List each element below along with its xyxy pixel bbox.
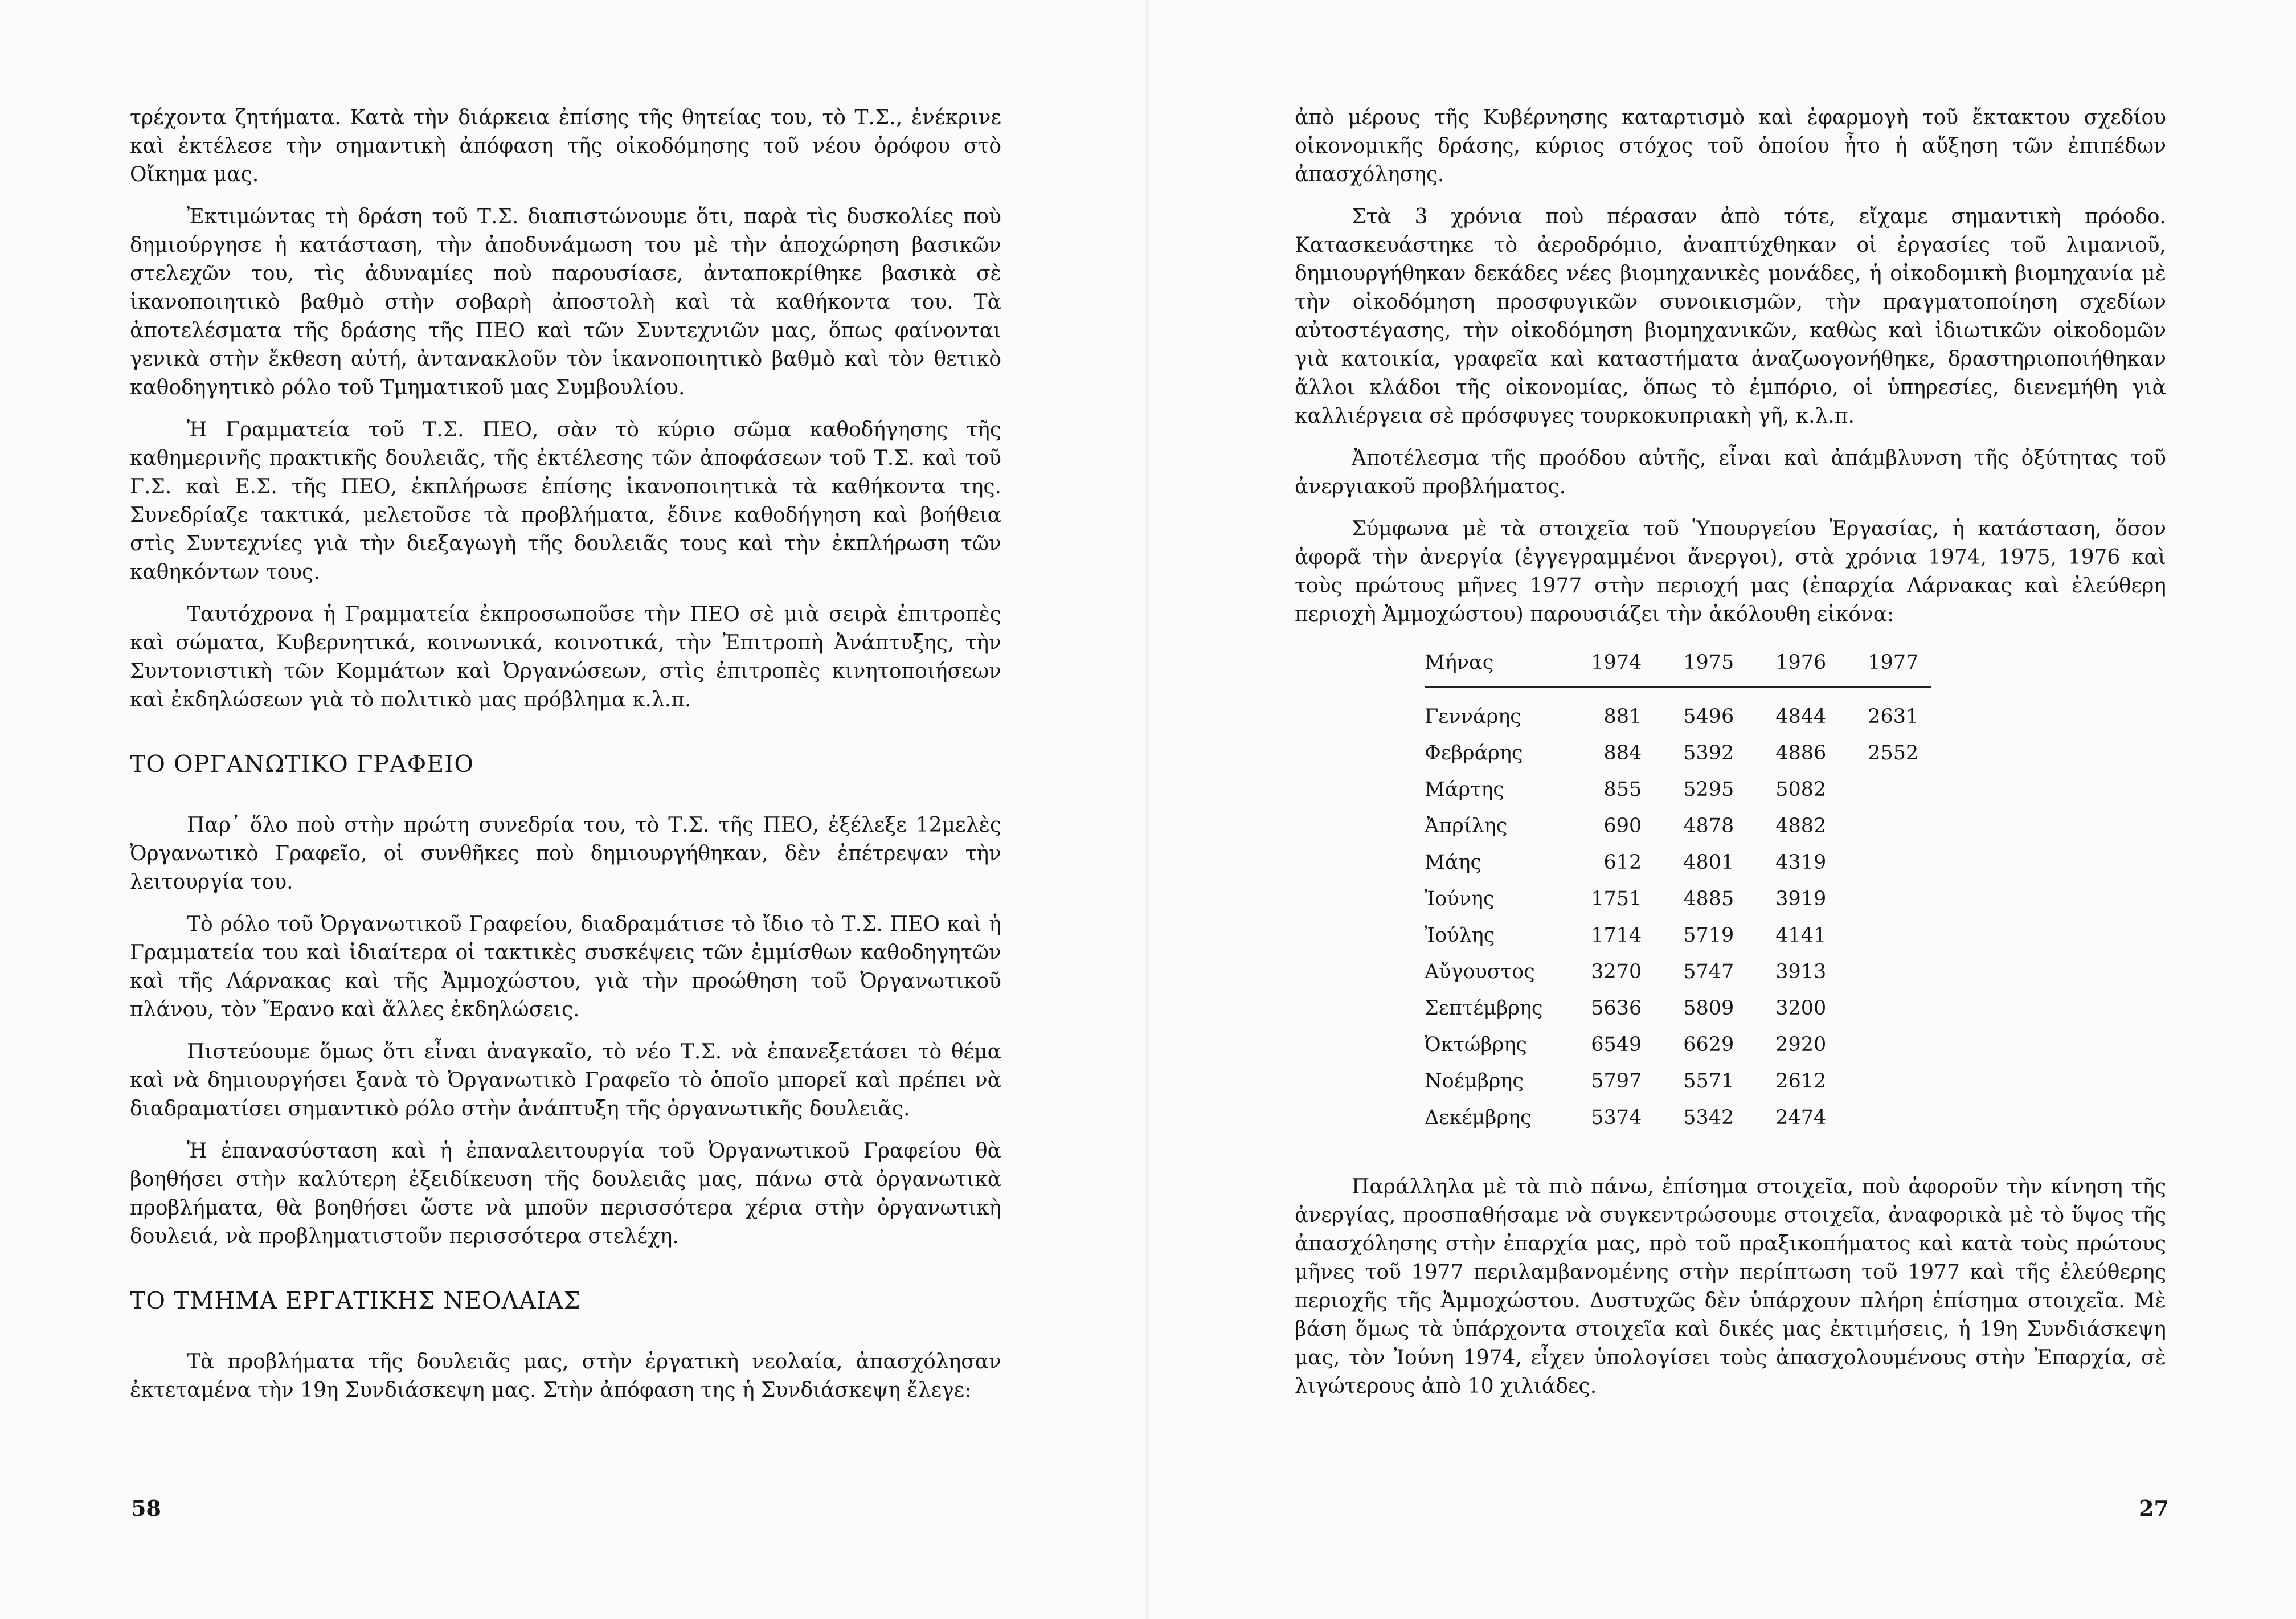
value-cell (1839, 808, 1931, 845)
unemployment-table (1425, 643, 1931, 1136)
value-cell: 4141 (1775, 924, 1827, 947)
paragraph: Παράλληλα μὲ τὰ πιὸ πάνω, ἐπίσημα στοιχεῖα, ποὺ ἀφοροῦν τὴν κίνηση τῆς ἀνεργίας, προσπαθήσαμε νὰ συγκεντρώσουμε στοιχεῖα, ἀναφορικὰ μὲ τὸ ὕψος τῆς ἀπασχόλησης στὴν ἐπαρχία μας, πρὸ τοῦ πραξικοπήματος καὶ κατὰ τοὺς πρώτους μῆνες τοῦ 1977 περιλαμβανομένης στὴν περίπτωση τοῦ 1977 καὶ τῆς ἐλεύθερης περιοχῆς τῆς Ἀμμοχώστου. Δυστυχῶς δὲν ὑπάρχουν πλήρη ἐπίσημα στοιχεῖα. Μὲ βάση ὅμως τὰ ὑπάρχοντα στοιχεῖα καὶ δικές μας ἐκτιμήσεις, ἡ 19η Συνδιάσκεψη μας, τὸν Ἰούνη 1974, εἶχεν ὑπολογίσει τοὺς ἀπασχολουμένους στὴν Ἐπαρχία, σὲ λιγώτερους ἀπὸ 10 χιλιάδες. (1295, 1175, 2166, 1398)
month-cell: Μάης (1425, 851, 1482, 874)
paragraph: τρέχοντα ζητήματα. Κατὰ τὴν διάρκεια ἐπίσης τῆς θητείας του, τὸ Τ.Σ., ἐνέκρινε καὶ ἐκτέλεσε τὴν σημαντικὴ ἀπόφαση τῆς οἰκοδόμησης τοῦ νέου ὀρόφου στὸ Οἴκημα μας. (130, 106, 1001, 186)
value-cell: 5797 (1591, 1070, 1642, 1093)
month-cell: Ἰούλης (1425, 924, 1495, 947)
value-cell: 4882 (1775, 815, 1827, 837)
value-cell: 6629 (1683, 1033, 1734, 1056)
value-cell: 5636 (1591, 997, 1642, 1020)
page-number: 58 (131, 1495, 161, 1521)
value-cell: 5809 (1683, 997, 1734, 1020)
value-cell: 2631 (1868, 705, 1919, 728)
table-row (1425, 687, 1931, 736)
month-cell: Ἰούνης (1425, 888, 1495, 910)
table-row (1425, 845, 1931, 881)
table-header-row (1425, 643, 1931, 687)
column-header: 1975 (1654, 643, 1746, 687)
column-header: 1974 (1562, 643, 1654, 687)
value-cell: 612 (1603, 851, 1642, 874)
paragraph: ἀπὸ μέρους τῆς Κυβέρνησης καταρτισμὸ καὶ ἐφαρμογὴ τοῦ ἔκτακτου σχεδίου οἰκονομικῆς δράσης, κύριος στόχος τοῦ ὁποίου ἦτο ἡ αὔξηση τῶν ἐπιπέδων ἀπασχόλησης. (1295, 106, 2166, 186)
table-row (1425, 954, 1931, 991)
value-cell (1839, 1100, 1931, 1136)
value-cell: 884 (1603, 742, 1642, 764)
table-row (1425, 1027, 1931, 1064)
month-cell: Αὔγουστος (1425, 960, 1535, 983)
table-row (1425, 918, 1931, 954)
month-cell: Δεκέμβρης (1425, 1106, 1532, 1129)
value-cell (1839, 1027, 1931, 1064)
month-cell: Φεβράρης (1425, 742, 1523, 764)
table-row (1425, 1064, 1931, 1100)
value-cell: 4319 (1775, 851, 1827, 874)
value-cell (1839, 991, 1931, 1027)
value-cell: 5295 (1683, 778, 1734, 801)
value-cell: 2920 (1775, 1033, 1827, 1056)
table-row (1425, 808, 1931, 845)
value-cell (1839, 881, 1931, 918)
value-cell: 5374 (1591, 1106, 1642, 1129)
value-cell: 5719 (1683, 924, 1734, 947)
month-cell: Νοέμβρης (1425, 1070, 1524, 1093)
month-cell: Ὀκτώβρης (1425, 1033, 1527, 1056)
value-cell: 5747 (1683, 960, 1734, 983)
value-cell (1839, 772, 1931, 808)
value-cell: 2552 (1868, 742, 1919, 764)
value-cell: 3913 (1775, 960, 1827, 983)
value-cell: 855 (1603, 778, 1642, 801)
paragraph: Πιστεύουμε ὅμως ὅτι εἶναι ἀναγκαῖο, τὸ νέο Τ.Σ. νὰ ἐπανεξετάσει τὸ θέμα καὶ νὰ δημιουργήσει ξανὰ τὸ Ὀργανωτικὸ Γραφεῖο τὸ ὁποῖο μπορεῖ καὶ πρέπει νὰ διαδραματίσει σημαντικὸ ρόλο στὴν ἀνάπτυξη τῆς ὀργανωτικῆς δουλειᾶς. (130, 1040, 1001, 1121)
value-cell: 3919 (1775, 888, 1827, 910)
value-cell: 4844 (1775, 705, 1827, 728)
table-row (1425, 772, 1931, 808)
value-cell: 5496 (1683, 705, 1734, 728)
value-cell: 1751 (1591, 888, 1642, 910)
paragraph: Ἡ Γραμματεία τοῦ Τ.Σ. ΠΕΟ, σὰν τὸ κύριο σῶμα καθοδήγησης τῆς καθημερινῆς πρακτικῆς δουλειᾶς, τῆς ἐκτέλεσης τῶν ἀποφάσεων τοῦ Τ.Σ. καὶ τοῦ Γ.Σ. καὶ Ε.Σ. τῆς ΠΕΟ, ἐκπλήρωσε ἐπίσης ἱκανοποιητικὰ τὰ καθήκοντα της. Συνεδρίαζε τακτικά, μελετοῦσε τὰ προβλήματα, ἔδινε καθοδήγηση καὶ βοήθεια στὶς Συντεχνίες γιὰ τὴν διεξαγωγὴ τῆς δουλειᾶς τους καὶ τὴν ἐκπλήρωση τῶν καθηκόντων τους. (130, 418, 1001, 584)
column-header: 1976 (1746, 643, 1839, 687)
month-cell: Ἀπρίλης (1425, 815, 1508, 837)
value-cell: 2474 (1775, 1106, 1827, 1129)
value-cell: 6549 (1591, 1033, 1642, 1056)
value-cell: 4885 (1683, 888, 1734, 910)
table-row (1425, 735, 1931, 772)
paragraph: Ἡ ἐπανασύσταση καὶ ἡ ἐπαναλειτουργία τοῦ Ὀργανωτικοῦ Γραφείου θὰ βοηθήσει στὴν καλύτερη ἐξειδίκευση τῆς δουλειᾶς μας, πάνω στὰ ὀργανωτικὰ προβλήματα, θὰ βοηθήσει ὥστε νὰ μποῦν περισσότερα χέρια στὴν ὀργανωτικὴ δουλειά, νὰ προβληματιστοῦν περισσότερα στελέχη. (130, 1139, 1001, 1248)
paragraph: Ἀποτέλεσμα τῆς προόδου αὐτῆς, εἶναι καὶ ἀπάμβλυνση τῆς ὀξύτητας τοῦ ἀνεργιακοῦ προβλήματος. (1295, 447, 2166, 498)
left-page-text (130, 104, 1001, 1418)
value-cell (1839, 845, 1931, 881)
column-header: 1977 (1839, 643, 1931, 687)
table-row (1425, 991, 1931, 1027)
column-header: Μήνας (1425, 643, 1562, 687)
month-cell: Γεννάρης (1425, 705, 1521, 728)
right-page (1148, 0, 2296, 1619)
table-row (1425, 881, 1931, 918)
paragraph: Τὸ ρόλο τοῦ Ὀργανωτικοῦ Γραφείου, διαδραμάτισε τὸ ἴδιο τὸ Τ.Σ. ΠΕΟ καὶ ἡ Γραμματεία του καὶ ἰδιαίτερα οἱ τακτικὲς συσκέψεις τῶν ἐμμίσθων καθοδηγητῶν καὶ τῆς Λάρνακας καὶ τῆς Ἀμμοχώστου, γιὰ τὴν προώθηση τοῦ Ὀργανωτικοῦ πλάνου, τὸν Ἔρανο καὶ ἄλλες ἐκδηλώσεις. (130, 913, 1001, 1021)
month-cell: Μάρτης (1425, 778, 1504, 801)
right-page-text (1295, 104, 2166, 1414)
paragraph: Τὰ προβλήματα τῆς δουλειᾶς μας, στὴν ἐργατικὴ νεολαία, ἀπασχόλησαν ἐκτεταμένα τὴν 19η Συνδιάσκεψη μας. Στὴν ἀπόφαση της ἡ Συνδιάσκεψη ἔλεγε: (130, 1350, 1001, 1402)
value-cell: 4801 (1683, 851, 1734, 874)
value-cell: 4878 (1683, 815, 1734, 837)
value-cell (1839, 954, 1931, 991)
paragraph: Στὰ 3 χρόνια ποὺ πέρασαν ἀπὸ τότε, εἴχαμε σημαντικὴ πρόοδο. Κατασκευάστηκε τὸ ἀεροδρόμιο, ἀναπτύχθηκαν οἱ ἐργασίες τοῦ λιμανιοῦ, δημιουργήθηκαν δεκάδες νέες βιομηχανικὲς μονάδες, ἡ οἰκοδομικὴ βιομηχανία μὲ τὴν οἰκοδόμηση προσφυγικῶν συνοικισμῶν, τὴν πραγματοποίηση σχεδίων αὐτοστέγασης, τὴν οἰκοδόμηση βιομηχανικῶν, καθὼς καὶ ἰδιωτικῶν οἰκοδομῶν γιὰ κατοικία, γραφεῖα καὶ καταστήματα ἀναζωογονήθηκε, δραστηριοποιήθηκαν ἄλλοι κλάδοι τῆς οἰκονομίας, ὅπως τὸ ἐμπόριο, οἱ ὑπηρεσίες, διενεμήθη γιὰ καλλιέργεια σὲ πρόσφυγες τουρκοκυπριακὴ γῆ, κ.λ.π. (1295, 205, 2166, 428)
paragraph: Ταυτόχρονα ἡ Γραμματεία ἐκπροσωποῦσε τὴν ΠΕΟ σὲ μιὰ σειρὰ ἐπιτροπὲς καὶ σώματα, Κυβερνητικά, κοινωνικά, κοινοτικά, τὴν Ἐπιτροπὴ Ἀνάπτυξης, τὴν Συντονιστικὴ τῶν Κομμάτων καὶ Ὀργανώσεων, στὶς ἐπιτροπὲς κινητοποιήσεων καὶ ἐκδηλώσεων γιὰ τὸ πολιτικὸ μας πρόβλημα κ.λ.π. (130, 603, 1001, 712)
paragraph: Ἐκτιμώντας τὴ δράση τοῦ Τ.Σ. διαπιστώνουμε ὅτι, παρὰ τὶς δυσκολίες ποὺ δημιούργησε ἡ κατάσταση, τὴν ἀποδυνάμωση του μὲ τὴν ἀποχώρηση βασικῶν στελεχῶν του, τὶς ἀδυναμίες ποὺ παρουσίασε, ἀνταποκρίθηκε βασικὰ σὲ ἱκανοποιητικὸ βαθμὸ στὴν σοβαρὴ ἀποστολὴ καὶ τὰ καθήκοντα του. Τὰ ἀποτελέσματα τῆς δράσης τῆς ΠΕΟ καὶ τῶν Συντεχνιῶν μας, ὅπως φαίνονται γενικὰ στὴν ἔκθεση αὐτή, ἀντανακλοῦν τὸν ἱκανοποιητικὸ βαθμὸ καὶ τὸν θετικὸ καθοδηγητικὸ ρόλο τοῦ Τμηματικοῦ μας Συμβουλίου. (130, 205, 1001, 399)
value-cell: 2612 (1775, 1070, 1827, 1093)
value-cell (1839, 1064, 1931, 1100)
value-cell: 5392 (1683, 742, 1734, 764)
value-cell: 1714 (1591, 924, 1642, 947)
section-heading-organizational-office: ΤΟ ΟΡΓΑΝΩΤΙΚΟ ΓΡΑΦΕΙΟ (130, 750, 474, 778)
value-cell: 5571 (1683, 1070, 1734, 1093)
value-cell: 4886 (1775, 742, 1827, 764)
paragraph: Παρ᾽ ὅλο ποὺ στὴν πρώτη συνεδρία του, τὸ Τ.Σ. τῆς ΠΕΟ, ἐξέλεξε 12μελὲς Ὀργανωτικὸ Γραφεῖο, οἱ συνθῆκες ποὺ δημιουργήθηκαν, δὲν ἐπέτρεψαν τὴν λειτουργία του. (130, 813, 1001, 894)
value-cell: 5342 (1683, 1106, 1734, 1129)
page-number: 27 (2139, 1495, 2169, 1521)
value-cell: 3200 (1775, 997, 1827, 1020)
value-cell (1839, 918, 1931, 954)
paragraph: Σύμφωνα μὲ τὰ στοιχεῖα τοῦ Ὑπουργείου Ἐργασίας, ἡ κατάσταση, ὅσον ἀφορᾶ τὴν ἀνεργία (ἐγγεγραμμένοι ἄνεργοι), στὰ χρόνια 1974, 1975, 1976 καὶ τοὺς πρώτους μῆνες 1977 στὴν περιοχή μας (ἐπαρχία Λάρνακας καὶ ἐλεύθερη περιοχὴ Ἀμμοχώστου) παρουσιάζει τὴν ἀκόλουθη εἰκόνα: (1295, 517, 2166, 626)
value-cell: 3270 (1591, 960, 1642, 983)
value-cell: 5082 (1775, 778, 1827, 801)
table-body (1425, 687, 1931, 1137)
value-cell: 690 (1603, 815, 1642, 837)
table-row (1425, 1100, 1931, 1136)
month-cell: Σεπτέμβρης (1425, 997, 1543, 1020)
section-heading-youth-department: ΤΟ ΤΜΗΜΑ ΕΡΓΑΤΙΚΗΣ ΝΕΟΛΑΙΑΣ (130, 1287, 581, 1314)
value-cell: 881 (1603, 705, 1642, 728)
